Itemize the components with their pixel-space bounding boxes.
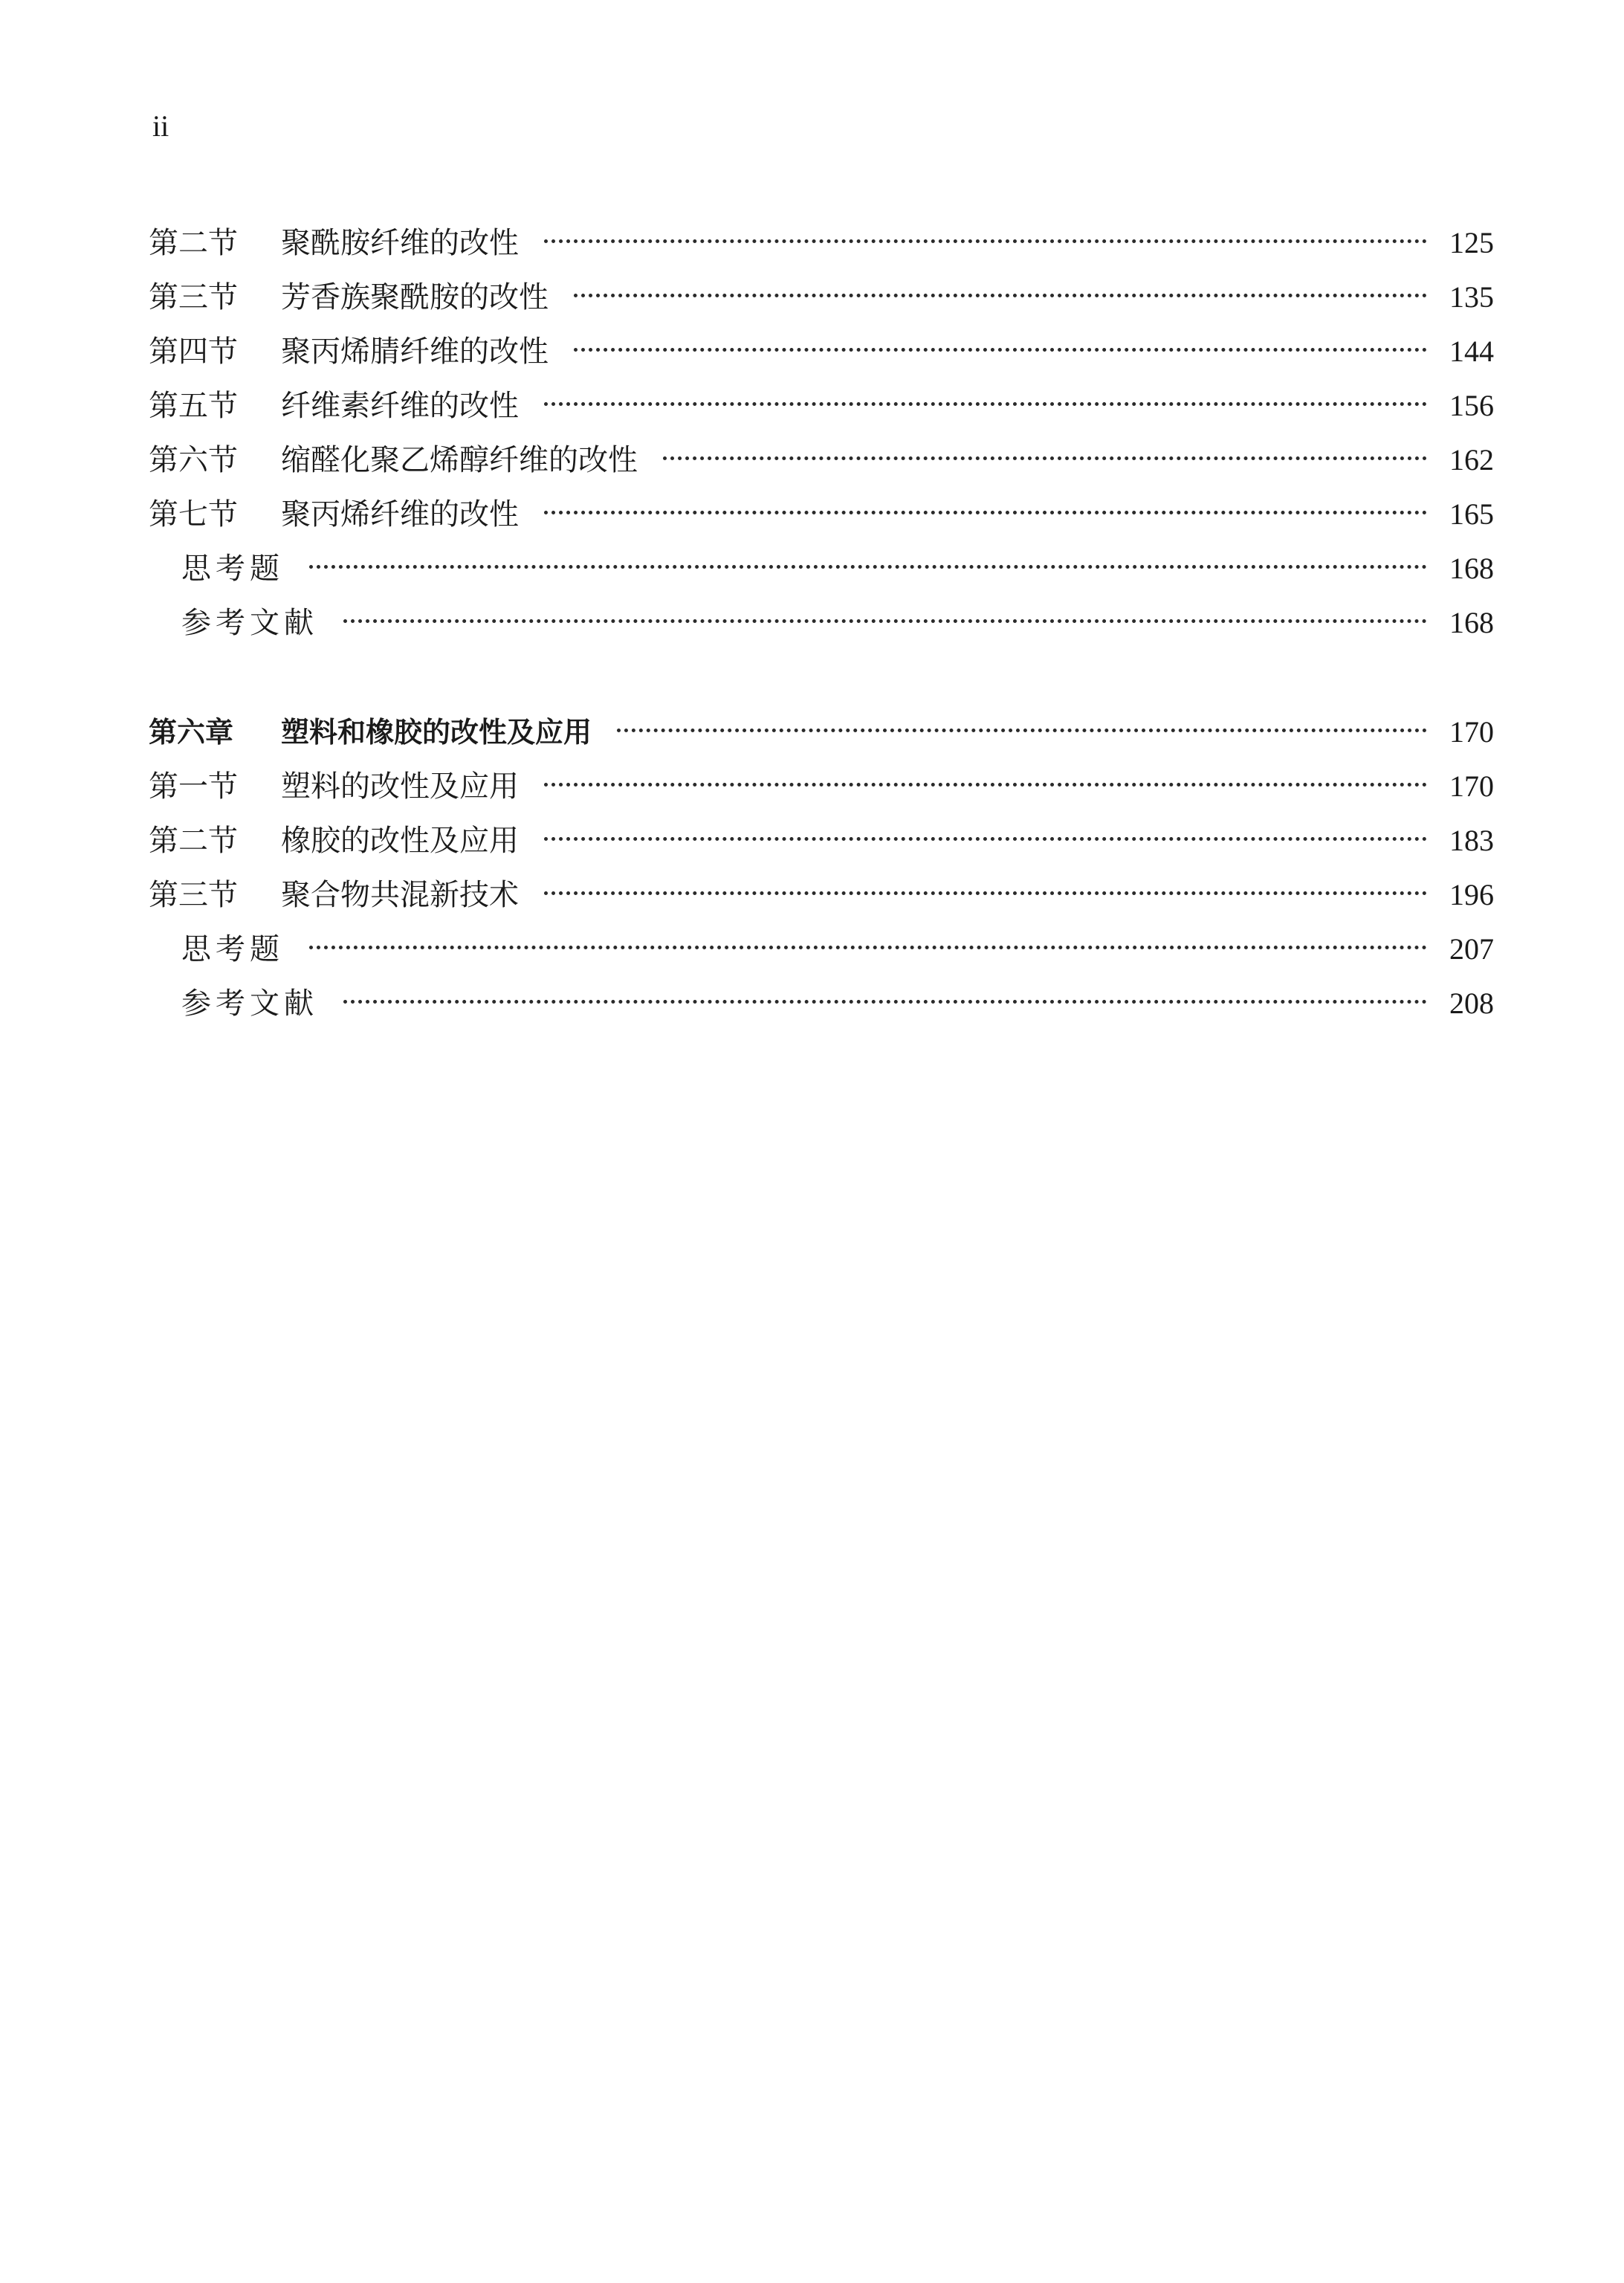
section-title: 芳香族聚酰胺的改性: [281, 280, 549, 314]
section-title: 思考题: [181, 932, 284, 966]
section-number: 第一节: [149, 769, 238, 804]
section-title: 聚丙烯纤维的改性: [281, 497, 519, 532]
page-number: ii: [152, 109, 169, 143]
dot-leader: [343, 1000, 1427, 1004]
dot-leader: [544, 402, 1427, 406]
section-title: 纤维素纤维的改性: [281, 389, 519, 423]
toc-entry[interactable]: [149, 216, 1494, 270]
section-number: 第三节: [149, 878, 238, 912]
page-ref: 168: [1449, 552, 1494, 585]
dot-leader: [544, 239, 1427, 243]
section-title: 参考文献: [181, 986, 318, 1021]
page-ref: 207: [1449, 932, 1494, 966]
dot-leader: [309, 565, 1427, 569]
section-title: 聚丙烯腈纤维的改性: [281, 335, 549, 369]
dot-leader: [663, 456, 1427, 460]
section-title: 缩醛化聚乙烯醇纤维的改性: [281, 443, 638, 477]
section-title: 聚酰胺纤维的改性: [281, 226, 519, 260]
dot-leader: [544, 837, 1427, 841]
toc-entry-references[interactable]: [149, 595, 1494, 650]
page-ref: 170: [1449, 715, 1494, 749]
page-ref: 162: [1449, 443, 1494, 477]
toc-entry[interactable]: [149, 813, 1494, 868]
page-ref: 165: [1449, 497, 1494, 531]
dot-leader: [544, 511, 1427, 514]
dot-leader: [574, 294, 1427, 297]
page-ref: 125: [1449, 226, 1494, 259]
section-number: 第四节: [149, 335, 238, 369]
chapter-number: 第六章: [149, 716, 234, 749]
toc-entry-references[interactable]: [149, 976, 1494, 1030]
toc-entry[interactable]: [149, 433, 1494, 487]
section-number: 第二节: [149, 824, 238, 858]
page-ref: 208: [1449, 986, 1494, 1020]
section-title: 参考文献: [181, 606, 318, 640]
toc-entry[interactable]: [149, 378, 1494, 433]
toc-entry-questions[interactable]: [149, 541, 1494, 595]
page-ref: 168: [1449, 606, 1494, 639]
section-number: 第六节: [149, 443, 238, 477]
toc-group-chapter-5-continued: [149, 216, 1494, 650]
toc-entry[interactable]: [149, 868, 1494, 922]
page-ref: 135: [1449, 280, 1494, 314]
dot-leader: [574, 348, 1427, 352]
section-number: 第二节: [149, 226, 238, 260]
page-ref: 196: [1449, 878, 1494, 911]
chapter-title: 塑料和橡胶的改性及应用: [281, 716, 592, 749]
section-title: 思考题: [181, 552, 284, 586]
page-ref: 144: [1449, 335, 1494, 368]
dot-leader: [617, 729, 1427, 732]
toc-entry-questions[interactable]: [149, 922, 1494, 976]
section-number: 第五节: [149, 389, 238, 423]
toc-chapter-entry[interactable]: [149, 705, 1494, 759]
page-ref: 170: [1449, 769, 1494, 803]
table-of-contents: [149, 216, 1494, 1030]
dot-leader: [544, 783, 1427, 787]
dot-leader: [544, 891, 1427, 895]
toc-entry[interactable]: [149, 487, 1494, 541]
section-title: 聚合物共混新技术: [281, 878, 519, 912]
dot-leader: [343, 619, 1427, 623]
page-ref: 183: [1449, 824, 1494, 857]
toc-entry[interactable]: [149, 270, 1494, 324]
page-ref: 156: [1449, 389, 1494, 422]
toc-entry[interactable]: [149, 759, 1494, 813]
section-number: 第七节: [149, 497, 238, 532]
toc-entry[interactable]: [149, 324, 1494, 378]
toc-group-chapter-6: [149, 705, 1494, 1030]
section-title: 塑料的改性及应用: [281, 769, 519, 804]
section-title: 橡胶的改性及应用: [281, 824, 519, 858]
section-number: 第三节: [149, 280, 238, 314]
dot-leader: [309, 946, 1427, 949]
